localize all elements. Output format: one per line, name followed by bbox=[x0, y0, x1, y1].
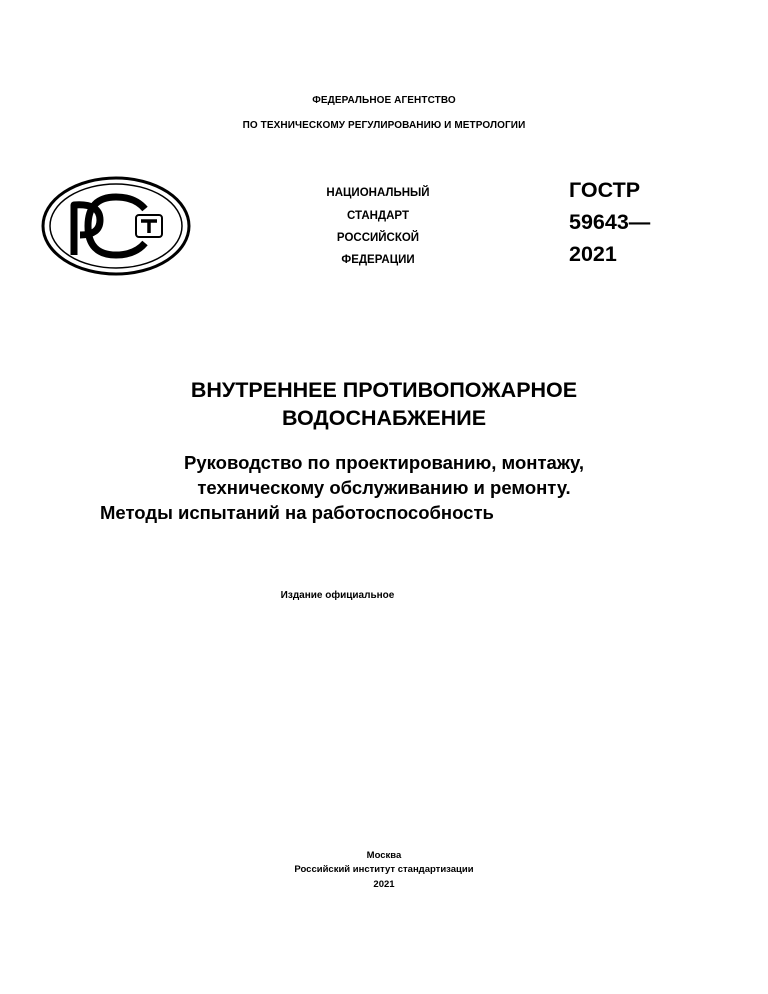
subtitle-line-3: Методы испытаний на работоспособность bbox=[100, 502, 494, 523]
subtitle-line-2: техническому обслуживанию и ремонту. bbox=[197, 477, 571, 498]
agency-line-1: ФЕДЕРАЛЬНОЕ АГЕНТСТВО bbox=[312, 95, 456, 106]
publisher-year: 2021 bbox=[373, 879, 395, 890]
designation-line-2: 59643— bbox=[569, 210, 651, 234]
title-line-2: ВОДОСНАБЖЕНИЕ bbox=[281, 406, 487, 430]
designation-line-3: 2021 bbox=[569, 242, 617, 266]
agency-line-2: ПО ТЕХНИЧЕСКОМУ РЕГУЛИРОВАНИЮ И МЕТРОЛОГИИ bbox=[242, 120, 526, 131]
rst-logo bbox=[40, 175, 192, 277]
subtitle-line-1: Руководство по проектированию, монтажу, bbox=[184, 452, 584, 473]
standard-type-line-2: СТАНДАРТ bbox=[347, 210, 409, 222]
standard-type-line-1: НАЦИОНАЛЬНЫЙ bbox=[326, 187, 430, 199]
standard-type-line-3: РОССИЙСКОЙ bbox=[336, 232, 420, 244]
publisher-city: Москва bbox=[366, 850, 402, 861]
edition-label: Издание официальное bbox=[280, 590, 395, 601]
designation-line-1: ГОСТР bbox=[569, 178, 641, 202]
title-line-1: ВНУТРЕННЕЕ ПРОТИВОПОЖАРНОЕ bbox=[190, 378, 578, 402]
publisher-org: Российский институт стандартизации bbox=[294, 864, 474, 875]
standard-type-line-4: ФЕДЕРАЦИИ bbox=[341, 254, 415, 266]
